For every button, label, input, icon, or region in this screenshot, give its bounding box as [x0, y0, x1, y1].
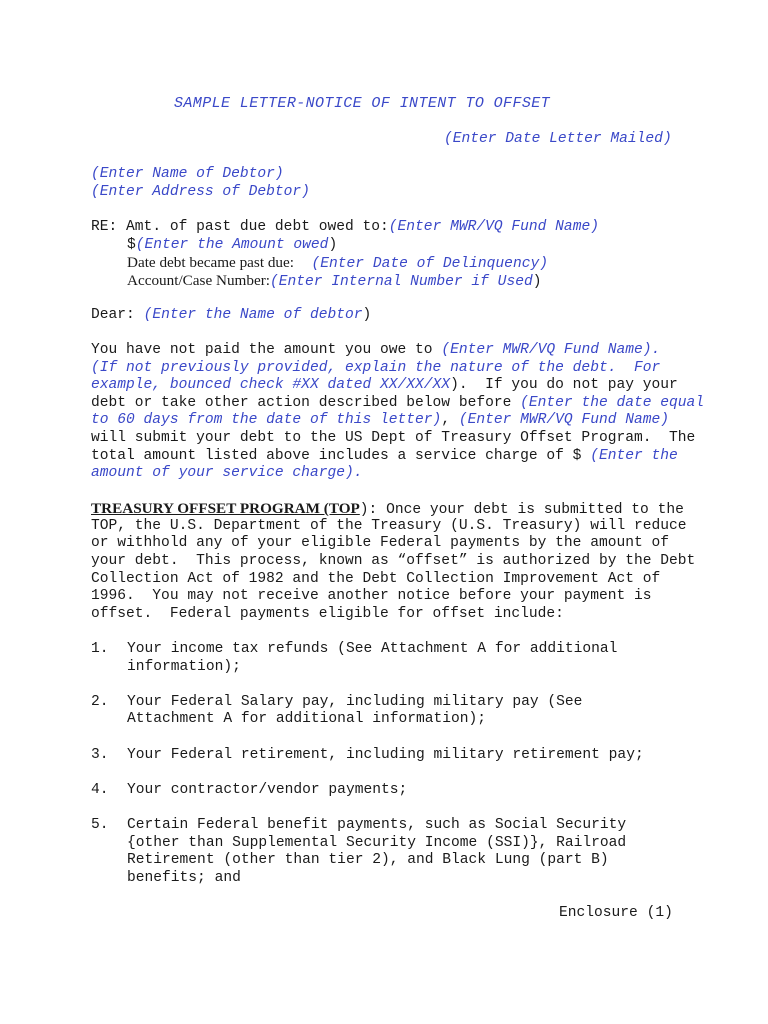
para1-line2: (If not previously provided, explain the nature of the debt. For	[91, 360, 661, 376]
list-item-1-line2: information);	[127, 659, 241, 675]
re-line-owed	[127, 237, 337, 255]
list-item-1-num: 1.	[91, 641, 109, 657]
top-line3: or withhold any of your eligible Federal payments by the amount of	[91, 535, 670, 551]
para1-line5	[91, 412, 669, 430]
para1-l1-text: You have not paid the amount you owe to	[91, 342, 433, 358]
para1-l3-blue: example, bounced check #XX dated XX/XX/XX	[91, 377, 451, 393]
para1-l5-blue: to 60 days from the date of this letter)	[91, 412, 442, 428]
top-line6: 1996. You may not receive another notice before your payment is	[91, 588, 652, 604]
re-dollar: $	[127, 237, 136, 253]
list-item-2-line1: Your Federal Salary pay, including military pay (See	[127, 694, 583, 710]
enclosure-label: Enclosure (1)	[559, 905, 673, 921]
list-item-2-num: 2.	[91, 694, 109, 710]
top-line7: offset. Federal payments eligible for offset include:	[91, 606, 564, 622]
re-line-amount	[91, 219, 599, 237]
top-line5: Collection Act of 1982 and the Debt Collection Improvement Act of	[91, 571, 661, 587]
top-line1	[91, 500, 684, 520]
para1-line3	[91, 377, 678, 395]
para1-line4	[91, 395, 704, 413]
list-item-5-line3: Retirement (other than tier 2), and Black Lung (part B)	[127, 852, 609, 868]
list-item-5-num: 5.	[91, 817, 109, 833]
list-item-1-line1: Your income tax refunds (See Attachment A for additional	[127, 641, 618, 657]
re-account-close: )	[532, 274, 542, 290]
list-item-3-num: 3.	[91, 747, 109, 763]
salutation-close: )	[362, 307, 372, 323]
re-account-value: (Enter Internal Number if Used	[269, 274, 533, 290]
para1-line7	[91, 448, 678, 466]
re-amt-text: Amt. of past due debt owed to:	[126, 219, 389, 235]
top-heading-close: ):	[359, 502, 378, 518]
para1-line8: amount of your service charge).	[91, 465, 363, 481]
re-account-text: Account/Case Number:	[127, 272, 270, 289]
list-item-2-line2: Attachment A for additional information);	[127, 711, 487, 727]
para1-line6: will submit your debt to the US Dept of Treasury Offset Program. The	[91, 430, 696, 446]
para1-l5-comma: ,	[441, 412, 451, 428]
list-item-5-line4: benefits; and	[127, 870, 241, 886]
list-item-3-line1: Your Federal retirement, including military retirement pay;	[127, 747, 644, 763]
debtor-name: (Enter Name of Debtor)	[91, 166, 284, 182]
top-l1-rest: Once your debt is submitted to the	[386, 502, 684, 518]
re-fund-name: (Enter MWR/VQ Fund Name)	[388, 219, 599, 235]
para1-l4-blue: (Enter the date equal	[520, 395, 705, 411]
para1-l7-text: total amount listed above includes a service charge of $	[91, 448, 582, 464]
re-amount: (Enter the Amount owed	[135, 237, 329, 253]
top-heading: TREASURY OFFSET PROGRAM (TOP	[91, 500, 360, 517]
re-label: RE:	[91, 219, 118, 235]
salutation	[91, 307, 371, 325]
top-line2: TOP, the U.S. Department of the Treasury (U.S. Treasury) will reduce	[91, 518, 687, 534]
re-date-value: (Enter Date of Delinquency)	[311, 256, 548, 272]
para1-l3-text: ). If you do not pay your	[450, 377, 678, 393]
para1-line1	[91, 342, 660, 360]
re-date-text: Date debt became past due:	[127, 254, 294, 271]
re-line-account	[127, 272, 541, 292]
para1-l4-text: debt or take other action described below before	[91, 395, 512, 411]
letter-title: SAMPLE LETTER-NOTICE OF INTENT TO OFFSET	[174, 95, 551, 112]
date-placeholder: (Enter Date Letter Mailed)	[444, 131, 672, 147]
para1-l1-fund: (Enter MWR/VQ Fund Name).	[441, 342, 661, 358]
list-item-5-line2: {other than Supplemental Security Income (SSI)}, Railroad	[127, 835, 627, 851]
list-item-4-line1: Your contractor/vendor payments;	[127, 782, 408, 798]
list-item-4-num: 4.	[91, 782, 109, 798]
list-item-5-line1: Certain Federal benefit payments, such as Social Security	[127, 817, 627, 833]
para1-l5-fund: (Enter MWR/VQ Fund Name)	[458, 412, 670, 428]
salutation-name: (Enter the Name of debtor	[143, 307, 363, 323]
para1-l7-blue: (Enter the	[590, 448, 678, 464]
re-amount-close: )	[328, 237, 338, 253]
top-line4: your debt. This process, known as “offset” is authorized by the Debt	[91, 553, 696, 569]
re-line-date	[127, 254, 548, 274]
salutation-dear: Dear:	[91, 307, 135, 323]
debtor-address: (Enter Address of Debtor)	[91, 184, 310, 200]
